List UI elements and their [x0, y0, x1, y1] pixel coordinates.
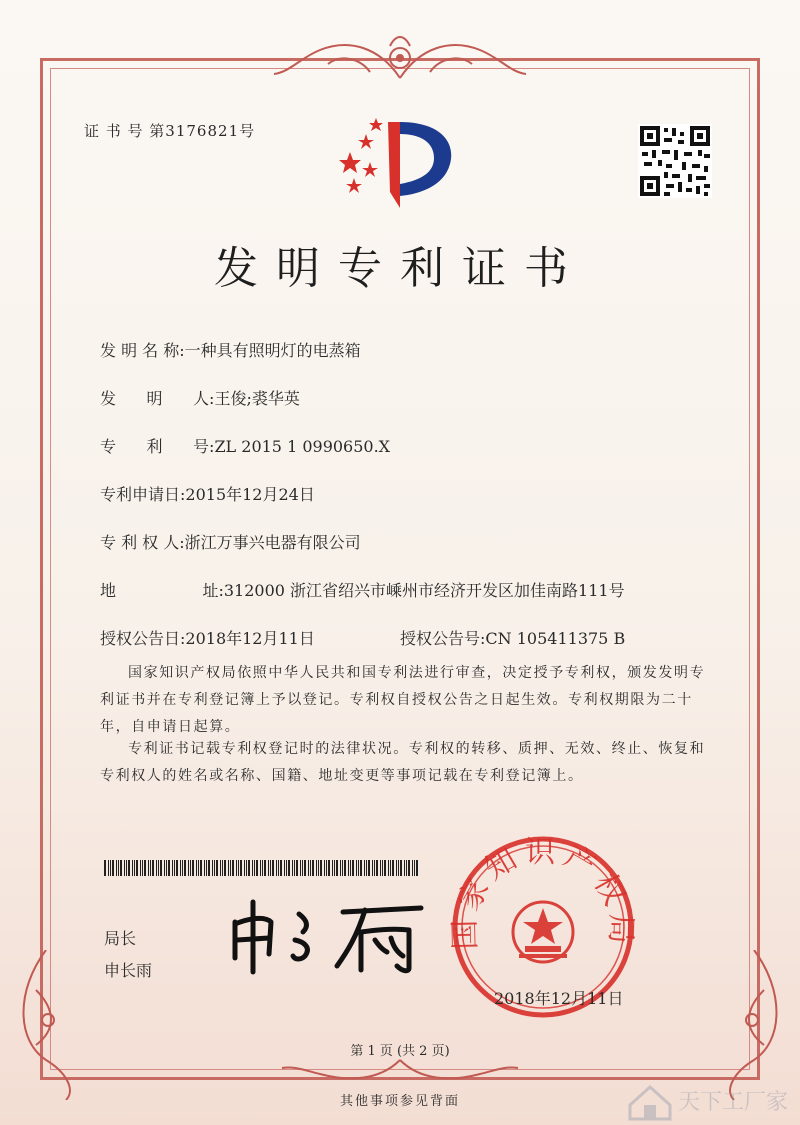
field-value: 浙江万事兴电器有限公司 [184, 533, 361, 552]
field-value: ZL 2015 1 0990650.X [214, 437, 391, 456]
field-label: 发 明 人: [100, 389, 215, 408]
field-patentee [100, 530, 361, 553]
signature-icon [225, 896, 435, 976]
page-number: 第 1 页 (共 2 页) [350, 1044, 450, 1059]
field-label: 专利申请日: [100, 485, 186, 504]
field-value: 王俊;裘华英 [214, 389, 300, 408]
director-name: 申长雨 [104, 961, 153, 980]
field-value: 2018年12月11日 [185, 629, 315, 648]
seal-date: 2018年12月11日 [494, 989, 624, 1008]
corner-ornament-icon [6, 950, 86, 1100]
field-patent-number [100, 434, 390, 457]
footer-note: 其他事项参见背面 [339, 1094, 460, 1109]
paragraph-grant-statement: 国家知识产权局依照中华人民共和国专利法进行审查，决定授予专利权，颁发发明专利证书并在专利登记簿上予以登记。专利权自授权公告之日起生效。专利权期限为二十年，自申请日起算。 [100, 665, 706, 735]
field-label: 专 利 号: [100, 437, 215, 456]
field-label: 授权公告日: [100, 629, 186, 648]
watermark-text: 天下工厂家 [678, 1090, 789, 1115]
bottom-ornament-icon [280, 1056, 520, 1086]
field-label: 地 址: [100, 581, 224, 600]
certificate-number: 证 书 号 第3176821号 [84, 122, 256, 140]
field-application-date [100, 482, 315, 505]
barcode-icon [104, 860, 422, 876]
field-label: 发 明 名 称: [100, 341, 185, 360]
certificate-title: 发明专利证书 [214, 243, 586, 294]
paragraph-legal-status: 专利证书记载专利权登记时的法律状况。专利权的转移、质押、无效、终止、恢复和专利权人的姓名或名称、国籍、地址变更等事项记载在专利登记簿上。 [100, 741, 706, 784]
field-grant-date [100, 626, 315, 649]
field-address [100, 578, 625, 601]
field-value: 一种具有照明灯的电蒸箱 [184, 341, 361, 360]
seal-text: 国家知识产权局 [448, 835, 638, 951]
watermark-logo-icon [626, 1075, 796, 1121]
field-value: 312000 浙江省绍兴市嵊州市经济开发区加佳南路111号 [223, 581, 625, 600]
field-label: 授权公告号: [400, 629, 486, 648]
field-invention-name [100, 338, 361, 361]
field-inventors [100, 386, 300, 409]
director-title: 局长 [104, 929, 137, 948]
top-ornament-icon [270, 28, 530, 84]
field-grant-number [400, 626, 625, 649]
patent-office-logo-icon [330, 112, 470, 212]
field-value: 2015年12月24日 [185, 485, 315, 504]
field-value: CN 105411375 B [485, 629, 626, 648]
field-label: 专 利 权 人: [100, 533, 185, 552]
qr-code-icon [638, 124, 712, 198]
